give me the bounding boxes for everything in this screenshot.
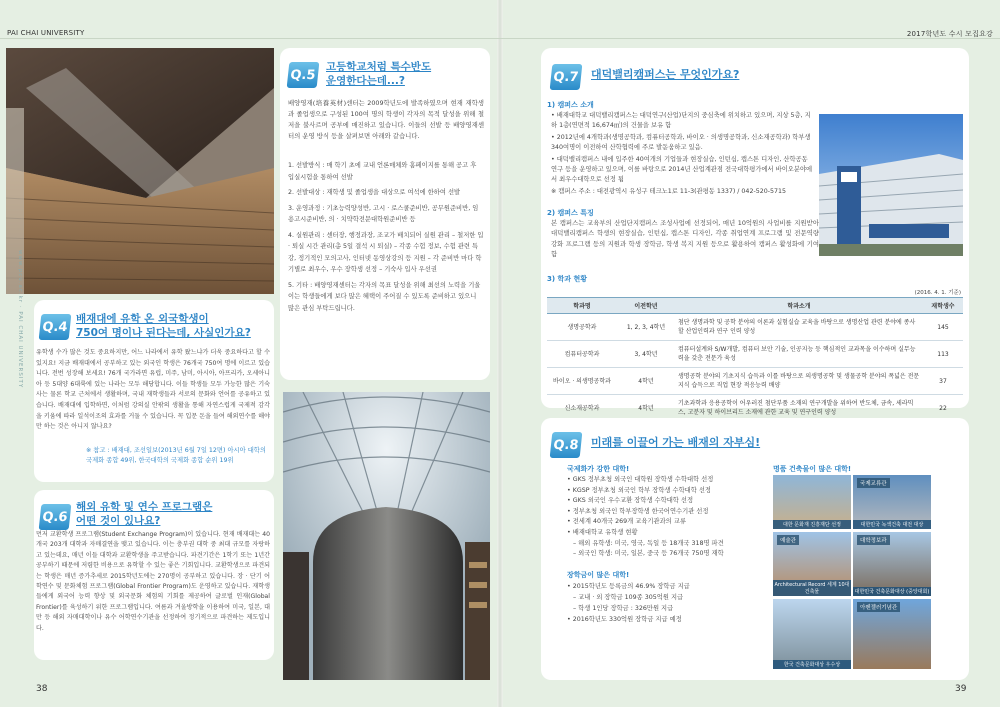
table-cell: 컴퓨터공학과 — [547, 341, 617, 368]
q8-item: – 교내 · 외 장학금 109종 305억원 지급 — [573, 594, 684, 601]
building-thumb — [853, 475, 931, 529]
q8-item: • 배재대학교 유학생 현황 — [567, 528, 638, 536]
table-cell: 생명공학과 — [547, 314, 617, 341]
q7-badge: Q.7 — [550, 64, 583, 90]
table-cell: 신소재공학과 — [547, 395, 617, 422]
q8-item: • 정부초청 외국인 학부장학생 한국어연수기관 선정 — [567, 507, 709, 515]
department-table — [547, 297, 963, 422]
q7-card — [541, 48, 969, 416]
q7-s1-list — [551, 111, 813, 197]
thumb-caption: 대한민국 건축문화대상 (중앙대회) — [854, 589, 930, 595]
q8-item: • 2015학년도 등록금의 46.9% 장학금 지급 — [567, 583, 690, 590]
table-cell: 생명공학 분야의 기초지식 습득과 이를 바탕으로 의생명공학 및 생물공학 분야의 폭넓은 전문지식 습득으로 직업 현장 적응능력 배양 — [675, 368, 923, 395]
q8-left-heading-1: 국제화가 강한 대학! — [567, 465, 630, 473]
page-number-right: 39 — [955, 684, 967, 694]
table-header: 이전학년 — [617, 298, 675, 314]
spine-url: www.pcu.ac.kr · PAI CHAI UNIVERSITY — [17, 250, 23, 389]
q5-list — [288, 160, 484, 314]
campus-building-photo — [819, 114, 963, 256]
q7-s1-item: ※ 캠퍼스 주소 : 대전광역시 유성구 테크노1로 11-3(관평동 1337) / 042-520-5715 — [551, 187, 787, 195]
table-row — [547, 368, 963, 395]
q4-badge: Q.4 — [39, 314, 72, 340]
q8-list-1 — [567, 475, 777, 560]
book-spine — [497, 0, 503, 707]
thumb-caption: 한국 건축문화대상 우수상 — [773, 660, 851, 669]
q7-s3-title: 3) 학과 현황 — [547, 275, 587, 283]
header-rule — [0, 38, 1000, 39]
q4-card — [34, 300, 274, 482]
table-cell: 바이오 · 의생명공학과 — [547, 368, 617, 395]
q6-body: 먼저 교환학생 프로그램(Student Exchange Program)이 있습니다. 현재 배재대는 40개국 203개 대학과 자매결연을 맺고 있습니다. 이는 충부권 대학 중 최대 규모를 자랑하고 있는데요, 매년 이들 대학과 교환학생을 주고받습니다. 파견기간은 1학기 또는 1년간 공부하기 때문에 저렴한 비용으로 유학할 수 있는 좋은 기회입니다. 교환학생으로 파견되는 학생은 매년 증가추세로 2015학년도에는 270명이 공부하고 있습니다. 장 · 단기 어학연수 및 문화체험 프로그램(Global Frontier Program)도 운영하고 있습니다. 재학생들에게 외국어 능력 향상 및 외국문화 체험의 기회를 제공하여 글로벌 인재(Global Frontier)를 육성하기 위한 프로그램입니다. 여름과 겨울방학을 이용하여 미국, 일본, 대만 등 해외 자매대학이나 유수 어학연수기관을 선정하여 정기적으로 파견하는 제도입니다. — [36, 531, 270, 632]
q5-item: 1. 선발방식 : 매 학기 초에 교내 언론매체와 홈페이지를 통해 공고 후 입실시험을 통하여 선발 — [288, 162, 477, 181]
q8-title: 미래를 이끌어 가는 배재의 자부심! — [591, 436, 761, 449]
q8-left-heading-2: 장학금이 많은 대학! — [567, 571, 630, 579]
building-thumb — [773, 475, 851, 529]
page-number-left: 38 — [36, 684, 48, 694]
table-cell: 37 — [923, 368, 963, 395]
q6-badge: Q.6 — [39, 504, 72, 530]
q8-item: – 해외 유학생: 미국, 영국, 독일 등 18개국 318명 파견 — [573, 539, 724, 547]
table-cell: 기초과학과 응용공학이 어우러진 첨단부품 소재의 연구개발을 위하여 반도체, 금속, 세라믹스, 고분자 및 하이브리드 소재에 관한 교육 및 연구인력 양성 — [675, 395, 923, 422]
q8-item: • 전세계 40개국 269개 교육기관과의 교류 — [567, 518, 686, 526]
thumb-label: 국제교류관 — [857, 478, 890, 488]
q7-s1-item: • 2012년에 4개학과(생명공학과, 컴퓨터공학과, 바이오 · 의생명공학과, 신소재공학과) 학부생 340여명이 이전하여 산학협력에 주로 발돋움하고 있음. — [551, 133, 811, 152]
thumb-label: 예술관 — [777, 535, 799, 545]
q5-card — [280, 48, 490, 380]
table-cell: 1, 2, 3, 4학년 — [617, 314, 675, 341]
table-cell: 4학년 — [617, 368, 675, 395]
q7-s2-body: 본 캠퍼스는 교육부의 산업단지캠퍼스 조성사업에 선정되어, 매년 10억원의 사업비를 지원받아 대덕밸리캠퍼스 학생의 현장실습, 인턴십, 캡스톤 디자인, 각종 취업연계 프로그램 및 전문역량 강화 프로그램 등의 지원과 학생 장학금, 학생 복지 지원 등으로 활용하여 캠퍼스 활성화에 기여함 — [551, 219, 819, 259]
thumb-label: 대학정보과 — [857, 535, 890, 545]
q4-note: ※ 참고 : 배재대, 조선일보(2013년 6월 7일 12면) 아시아 대학의 국제화 종합 49위, 한국대학의 국제화 종합 순위 19위 — [86, 447, 266, 464]
lecture-hall-photo — [6, 48, 274, 294]
q8-card — [541, 418, 969, 680]
q5-item: 4. 실원관리 : 센터장, 행정과장, 조교가 배치되어 실원 관리 – 철저한 입 · 퇴실 시간 관리(총 5일 결석 시 퇴실) – 각종 수험 정보, 수험 관련 특강, 정기적인 모의고사, 인터넷 동영상강의 등 지원 – 각 준비반 마다 학기별로 최우수, 우수 장학생 선정 – 기숙사 입사 우선권 — [288, 231, 484, 273]
table-cell: 145 — [923, 314, 963, 341]
q5-item: 5. 기타 : 배양영재센터는 각자의 목표 달성을 위해 최선의 노력을 기울이는 학생들에게 보다 많은 혜택이 주어질 수 있도록 준비하고 있으니 많은 관심 부탁드립니다. — [288, 281, 481, 312]
table-header: 학과소개 — [675, 298, 923, 314]
header-right: 2017학년도 수시 모집요강 — [906, 30, 993, 38]
q7-s1-title: 1) 캠퍼스 소개 — [547, 101, 594, 109]
q8-item: • GKS 외국인 우수교환 장학생 수학대학 선정 — [567, 497, 694, 505]
q6-card — [34, 490, 274, 660]
building-thumb — [853, 599, 931, 669]
q7-s2-title: 2) 캠퍼스 특징 — [547, 209, 594, 217]
q8-right-heading: 명품 건축물이 많은 대학! — [773, 465, 852, 473]
q5-item: 3. 운영과정 : 기초능력양성반, 고시 · 로스쿨준비반, 공무원준비반, 임용고시준비반, 의 · 치약학전문대학원준비반 등 — [288, 204, 479, 223]
table-row — [547, 314, 963, 341]
table-cell: 113 — [923, 341, 963, 368]
q7-s1-item: • 대덕밸리캠퍼스 내에 입주한 40여개의 기업들과 현장실습, 인턴십, 캡스톤 디자인, 산학공동연구 등을 운영하고 있으며, 이를 바탕으로 2014년 산업계관점 전국대학평가에서 바이오분야에서 최우수대학으로 선정 됨 — [551, 155, 813, 184]
q4-title: 배재대에 유학 온 외국학생이 750여 명이나 된다는데, 사실인가요? — [76, 313, 251, 339]
q8-item: – 학생 1인당 장학금 : 326만원 지급 — [573, 605, 674, 612]
q7-s1-item: • 배재대학교 대덕밸리캠퍼스는 대덕연구(산업)단지의 중심축에 위치하고 있으며, 지상 5층, 지하 1층(연면적 16,674㎡)의 건물을 보유 함 — [551, 112, 811, 130]
thumb-caption: 대한 문화재 진흥재단 선정 — [773, 520, 851, 529]
header-left: PAI CHAI UNIVERSITY — [7, 29, 85, 37]
q7-table-note: (2016. 4. 1. 기준) — [914, 290, 961, 296]
q8-item: • KGSP 정부초청 외국인 학부 장학생 수학대학 선정 — [567, 486, 712, 494]
q7-title: 대덕밸리캠퍼스는 무엇인가요? — [591, 68, 740, 81]
table-cell: 3, 4학년 — [617, 341, 675, 368]
q8-item: • GKS 정부초청 외국인 대학원 장학생 수학대학 선정 — [567, 476, 714, 483]
table-header: 재학생수 — [923, 298, 963, 314]
table-header-row — [547, 298, 963, 314]
building-thumb — [773, 532, 851, 596]
thumb-label: 아펜젤러기념관 — [857, 602, 900, 612]
q5-intro: 배양영재(培養英材)센터는 2009학년도에 발족하였으며 현재 재학생과 졸업생으로 구성된 100여 명의 학생이 각자의 목적 달성을 위해 철저을 불사르며 공부에 매진하고 있습니다. 이들의 선발 등 배양영재센터의 운영 방식 등을 살펴보면 아래와 같습니다. — [288, 99, 484, 140]
thumb-caption: Architectural Record 세계 10대 건축물 — [774, 582, 850, 595]
q4-body: 유학생 수가 많은 것도 중요하지만, 어느 나라에서 유학 왔느냐가 더욱 중요하다고 할 수 있지요! 지금 배재대에서 공부하고 있는 외국인 학생은 76개국 750여 명에 이르고 있습니다. 전번 성장해 보세요! 76개 국가라면 유럽, 미주, 남미, 아시아, 아프리카, 오세아니아 등 5대양 6대륙에 있는 나라는 모두 해당합니다. 이들 학생들 모두 가능한 많은 기숙사는 물론 학교 근처에서 생활하며, 국내 재학생들과 서로의 문화와 언어를 공유하고 있습니다. 배재대에 입학하면, 이처럼 강의실 안팎의 생활을 통해 자연스럽게 국제적 감각을 키움에 따라 일석이조의 효과를 거둘 수 있습니다. 꼭 입문 돈을 들여 해외연수를 해야만 하는 것은 아니지 않나요? — [36, 349, 270, 431]
q5-item: 2. 선발대상 : 재학생 및 졸업생을 대상으로 여석에 한하여 선발 — [288, 189, 461, 196]
table-cell: 컴퓨터설계와 S/W개발, 컴퓨터 보안 기술, 인공지능 등 핵심적인 교과목을 이수하며 실무능력을 갖춘 전문가 육성 — [675, 341, 923, 368]
q5-title: 고등학교처럼 특수반도 운영한다는데...? — [326, 61, 432, 87]
atrium-photo — [283, 392, 490, 680]
thumb-caption: 대한민국 녹색건축 대전 대상 — [853, 520, 931, 529]
q5-badge: Q.5 — [287, 62, 320, 88]
table-header: 학과명 — [547, 298, 617, 314]
table-row — [547, 341, 963, 368]
building-thumb — [773, 599, 851, 669]
q8-item: • 2016학년도 330억원 장학금 지급 예정 — [567, 616, 682, 623]
q8-badge: Q.8 — [550, 432, 583, 458]
q8-item: – 외국인 학생: 미국, 일본, 중국 등 76개국 750명 재학 — [573, 550, 724, 558]
building-thumb — [853, 532, 931, 596]
q8-list-2 — [567, 581, 777, 625]
table-cell: 4학년 — [617, 395, 675, 422]
q6-title: 해외 유학 및 연수 프로그램은 어떤 것이 있나요? — [76, 501, 213, 527]
table-cell: 22 — [923, 395, 963, 422]
table-cell: 첨단 생명과학 및 공학 분야의 이론과 실험실습 교육을 바탕으로 생명산업 관련 분야에 종사할 산업인력과 연구 인력 양성 — [675, 314, 923, 341]
